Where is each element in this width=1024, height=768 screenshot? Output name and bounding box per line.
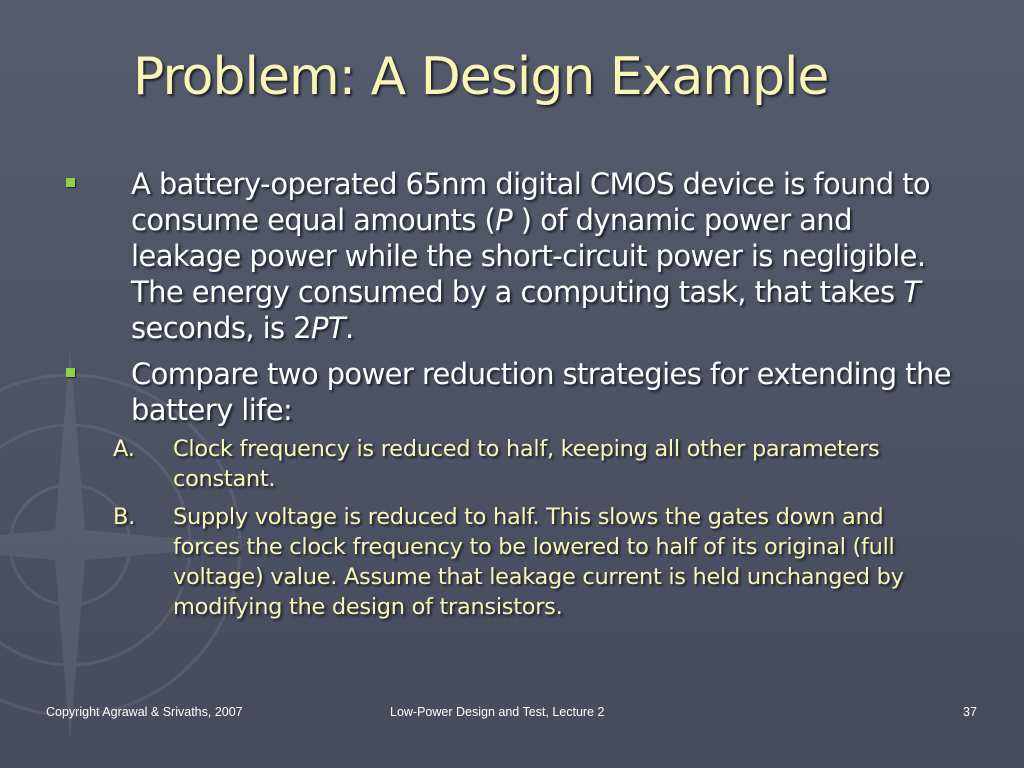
bullet-text: ) of dynamic power and leakage power while the short-circuit power is negligible. The energy consumed by a computing task, that takes [131,203,926,309]
variable-pt: PT [311,311,346,345]
bullet-text: . [345,311,354,345]
sub-item-b [0,502,943,622]
sub-item-text: Clock frequency is reduced to half, keeping all other parameters constant. [173,436,880,492]
bullet-list [0,166,1024,622]
sub-item-text: Supply voltage is reduced to half. This slows the gates down and forces the clock frequency to be lowered to half of its original (full voltage) value. Assume that leakage current is held unchanged by modifying the design of transistors. [173,504,904,620]
slide-title: Problem: A Design Example [133,47,829,107]
sub-item-a [0,434,943,494]
bullet-item-2 [0,356,961,428]
sub-item-label: B. [113,504,135,530]
bullet-text: A battery-operated 65nm digital CMOS device is found to consume equal amounts ( [131,167,931,237]
variable-p: P [495,203,513,237]
square-bullet-icon [66,368,75,377]
footer-lecture-title: Low-Power Design and Test, Lecture 2 [390,705,605,719]
footer-page-number: 37 [963,705,977,719]
sub-item-label: A. [113,436,135,462]
variable-t: T [903,275,921,309]
square-bullet-icon [66,178,75,187]
bullet-text: seconds, is 2 [131,311,312,345]
footer-copyright: Copyright Agrawal & Srivaths, 2007 [46,705,243,719]
bullet-text: Compare two power reduction strategies for extending the battery life: [131,357,951,427]
bullet-item-1 [0,166,961,346]
